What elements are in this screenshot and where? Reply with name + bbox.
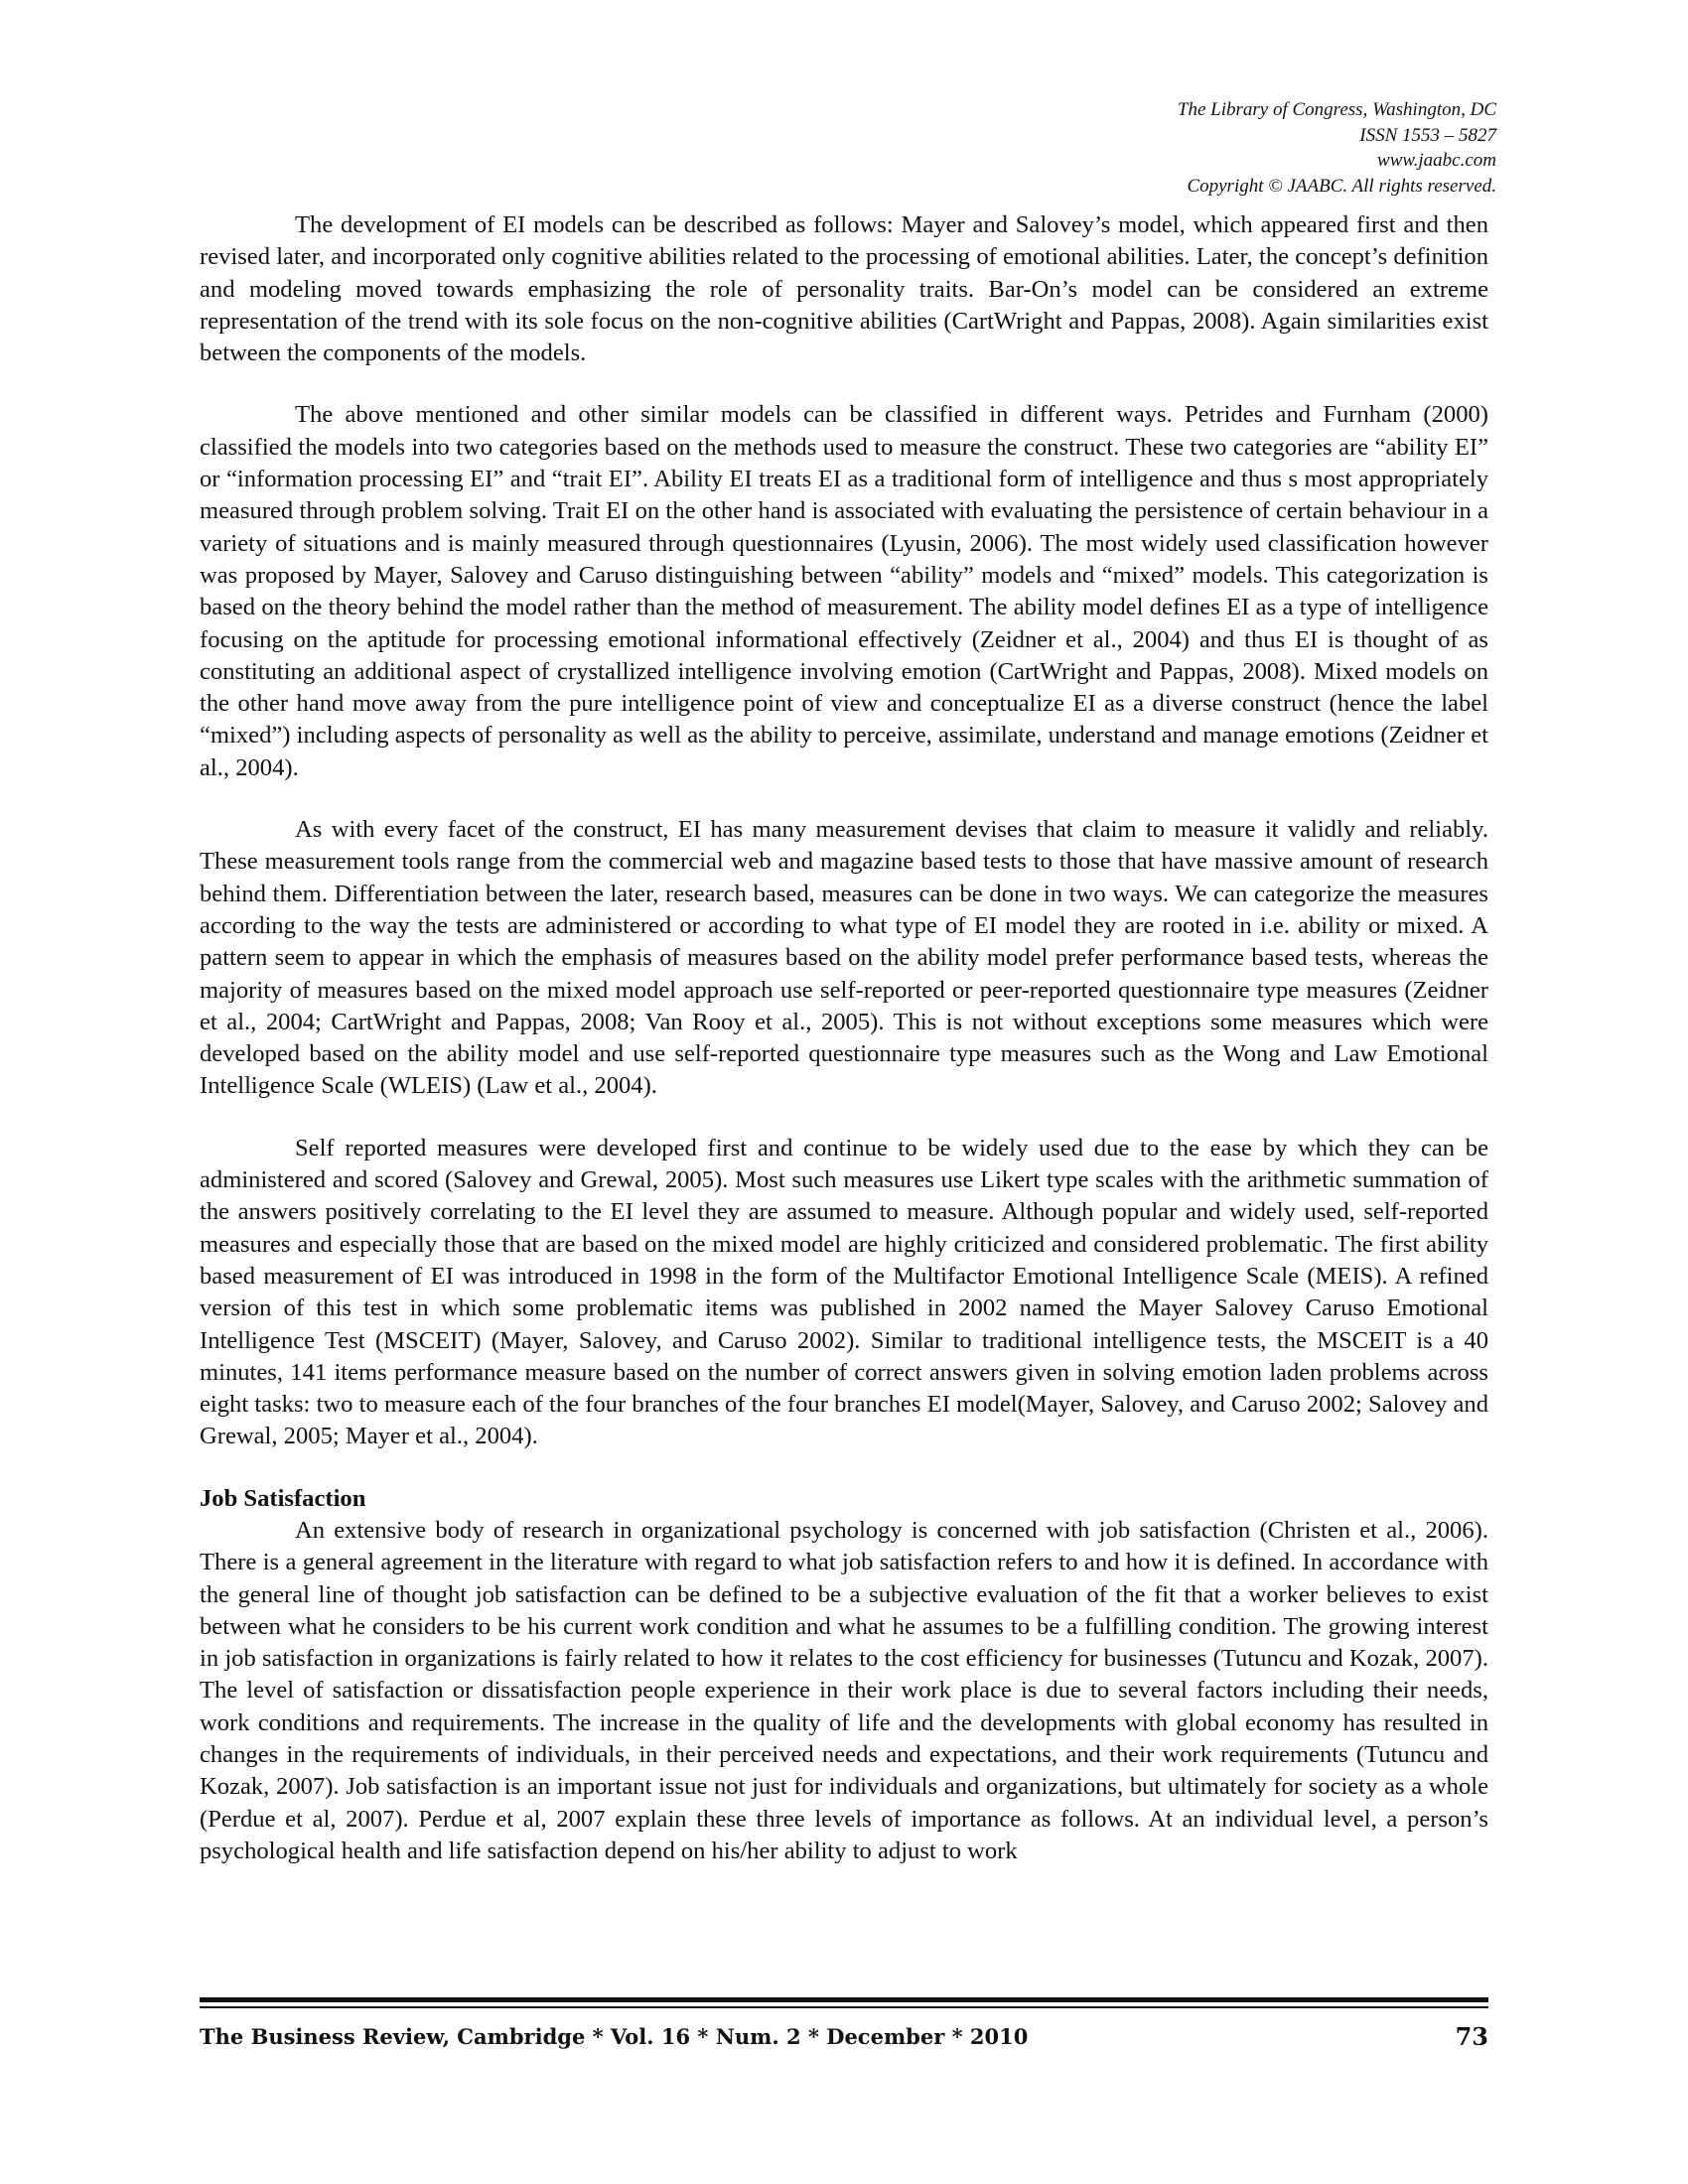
page-footer [200, 2020, 1488, 2054]
footer-rule-thick [200, 1997, 1488, 2002]
page-number: 73 [1455, 2022, 1488, 2051]
section-heading-job-satisfaction: Job Satisfaction [200, 1484, 366, 1512]
header-copyright-line: Copyright © JAABC. All rights reserved. [1187, 175, 1496, 197]
page-body [200, 209, 1488, 1867]
paragraph-self-reported-measures: Self reported measures were developed first and continue to be widely used due to the ease by which they can be administered and scored (Salovey and Grewal, 2005). Most such measures use Likert type scales with the arithmetic summation of the answers positively correlating to the EI level they are assumed to measure. Although popular and widely used, self-reported measures and especially those that are based on the mixed model are highly criticized and considered problematic. The first ability based measurement of EI was introduced in 1998 in the form of the Multifactor Emotional Intelligence Scale (MEIS). A refined version of this test in which some problematic items was published in 2002 named the Mayer Salovey Caruso Emotional Intelligence Test (MSCEIT) (Mayer, Salovey, and Caruso 2002). Similar to traditional intelligence tests, the MSCEIT is a 40 minutes, 141 items performance measure based on the number of correct answers given in solving emotion laden problems across eight tasks: two to measure each of the four branches of the four branches EI model(Mayer, Salovey, and Caruso 2002; Salovey and Grewal, 2005; Mayer et al., 2004). [200, 1134, 1488, 1450]
footer-journal-citation: The Business Review, Cambridge * Vol. 16 * Num. 2 * December * 2010 [200, 2024, 1029, 2049]
footer-rule-thin [200, 2006, 1488, 2008]
paragraph-job-satisfaction: An extensive body of research in organizational psychology is concerned with job satisfaction (Christen et al., 2006). There is a general agreement in the literature with regard to what job satisfaction refers to and how it is defined. In accordance with the general line of thought job satisfaction can be defined to be a subjective evaluation of the fit that a worker believes to exist between what he considers to be his current work condition and what he assumes to be a fulfilling condition. The growing interest in job satisfaction in organizations is fairly related to how it relates to the cost efficiency for businesses (Tutuncu and Kozak, 2007). The level of satisfaction or dissatisfaction people experience in their work place is due to several factors including their needs, work conditions and requirements. The increase in the quality of life and the developments with global economy has resulted in changes in the requirements of individuals, in their perceived needs and expectations, and their work requirements (Tutuncu and Kozak, 2007). Job satisfaction is an important issue not just for individuals and organizations, but ultimately for society as a whole (Perdue et al, 2007). Perdue et al, 2007 explain these three levels of importance as follows. At an individual level, a person’s psychological health and life satisfaction depend on his/her ability to adjust to work [200, 1516, 1488, 1864]
page-header [901, 97, 1496, 199]
paragraph-ei-measurement-tools: As with every facet of the construct, EI has many measurement devises that claim to measure it validly and reliably. These measurement tools range from the commercial web and magazine based tests to those that have massive amount of research behind them. Differentiation between the later, research based, measures can be done in two ways. We can categorize the measures according to the way the tests are administered or according to what type of EI model they are rooted in i.e. ability or mixed. A pattern seem to appear in which the emphasis of measures based on the ability model prefer performance based tests, whereas the majority of measures based on the mixed model approach use self-reported or peer-reported questionnaire type measures (Zeidner et al., 2004; CartWright and Pappas, 2008; Van Rooy et al., 2005). This is not without exceptions some measures which were developed based on the ability model and use self-reported questionnaire type measures such as the Wong and Law Emotional Intelligence Scale (WLEIS) (Law et al., 2004). [200, 816, 1488, 1100]
header-library-line: The Library of Congress, Washington, DC [1177, 99, 1496, 120]
header-website-line: www.jaabc.com [1377, 150, 1496, 171]
paragraph-ei-models-development: The development of EI models can be described as follows: Mayer and Salovey’s model, which appeared first and then revised later, and incorporated only cognitive abilities related to the processing of emotional abilities. Later, the concept’s definition and modeling moved towards emphasizing the role of personality traits. Bar-On’s model can be considered an extreme representation of the trend with its sole focus on the non-cognitive abilities (CartWright and Pappas, 2008). Again similarities exist between the components of the models. [200, 211, 1488, 367]
paragraph-ei-models-classification: The above mentioned and other similar models can be classified in different ways. Petrides and Furnham (2000) classified the models into two categories based on the methods used to measure the construct. These two categories are “ability EI” or “information processing EI” and “trait EI”. Ability EI treats EI as a traditional form of intelligence and thus s most appropriately measured through problem solving. Trait EI on the other hand is associated with evaluating the persistence of certain behaviour in a variety of situations and is mainly measured through questionnaires (Lyusin, 2006). The most widely used classification however was proposed by Mayer, Salovey and Caruso distinguishing between “ability” models and “mixed” models. This categorization is based on the theory behind the model rather than the method of measurement. The ability model defines EI as a type of intelligence focusing on the aptitude for processing emotional informational effectively (Zeidner et al., 2004) and thus EI is thought of as constituting an additional aspect of crystallized intelligence involving emotion (CartWright and Pappas, 2008). Mixed models on the other hand move away from the pure intelligence point of view and conceptualize EI as a diverse construct (hence the label “mixed”) including aspects of personality as well as the ability to perceive, assimilate, understand and manage emotions (Zeidner et al., 2004). [200, 401, 1488, 781]
header-issn-line: ISSN 1553 – 5827 [1359, 124, 1496, 146]
